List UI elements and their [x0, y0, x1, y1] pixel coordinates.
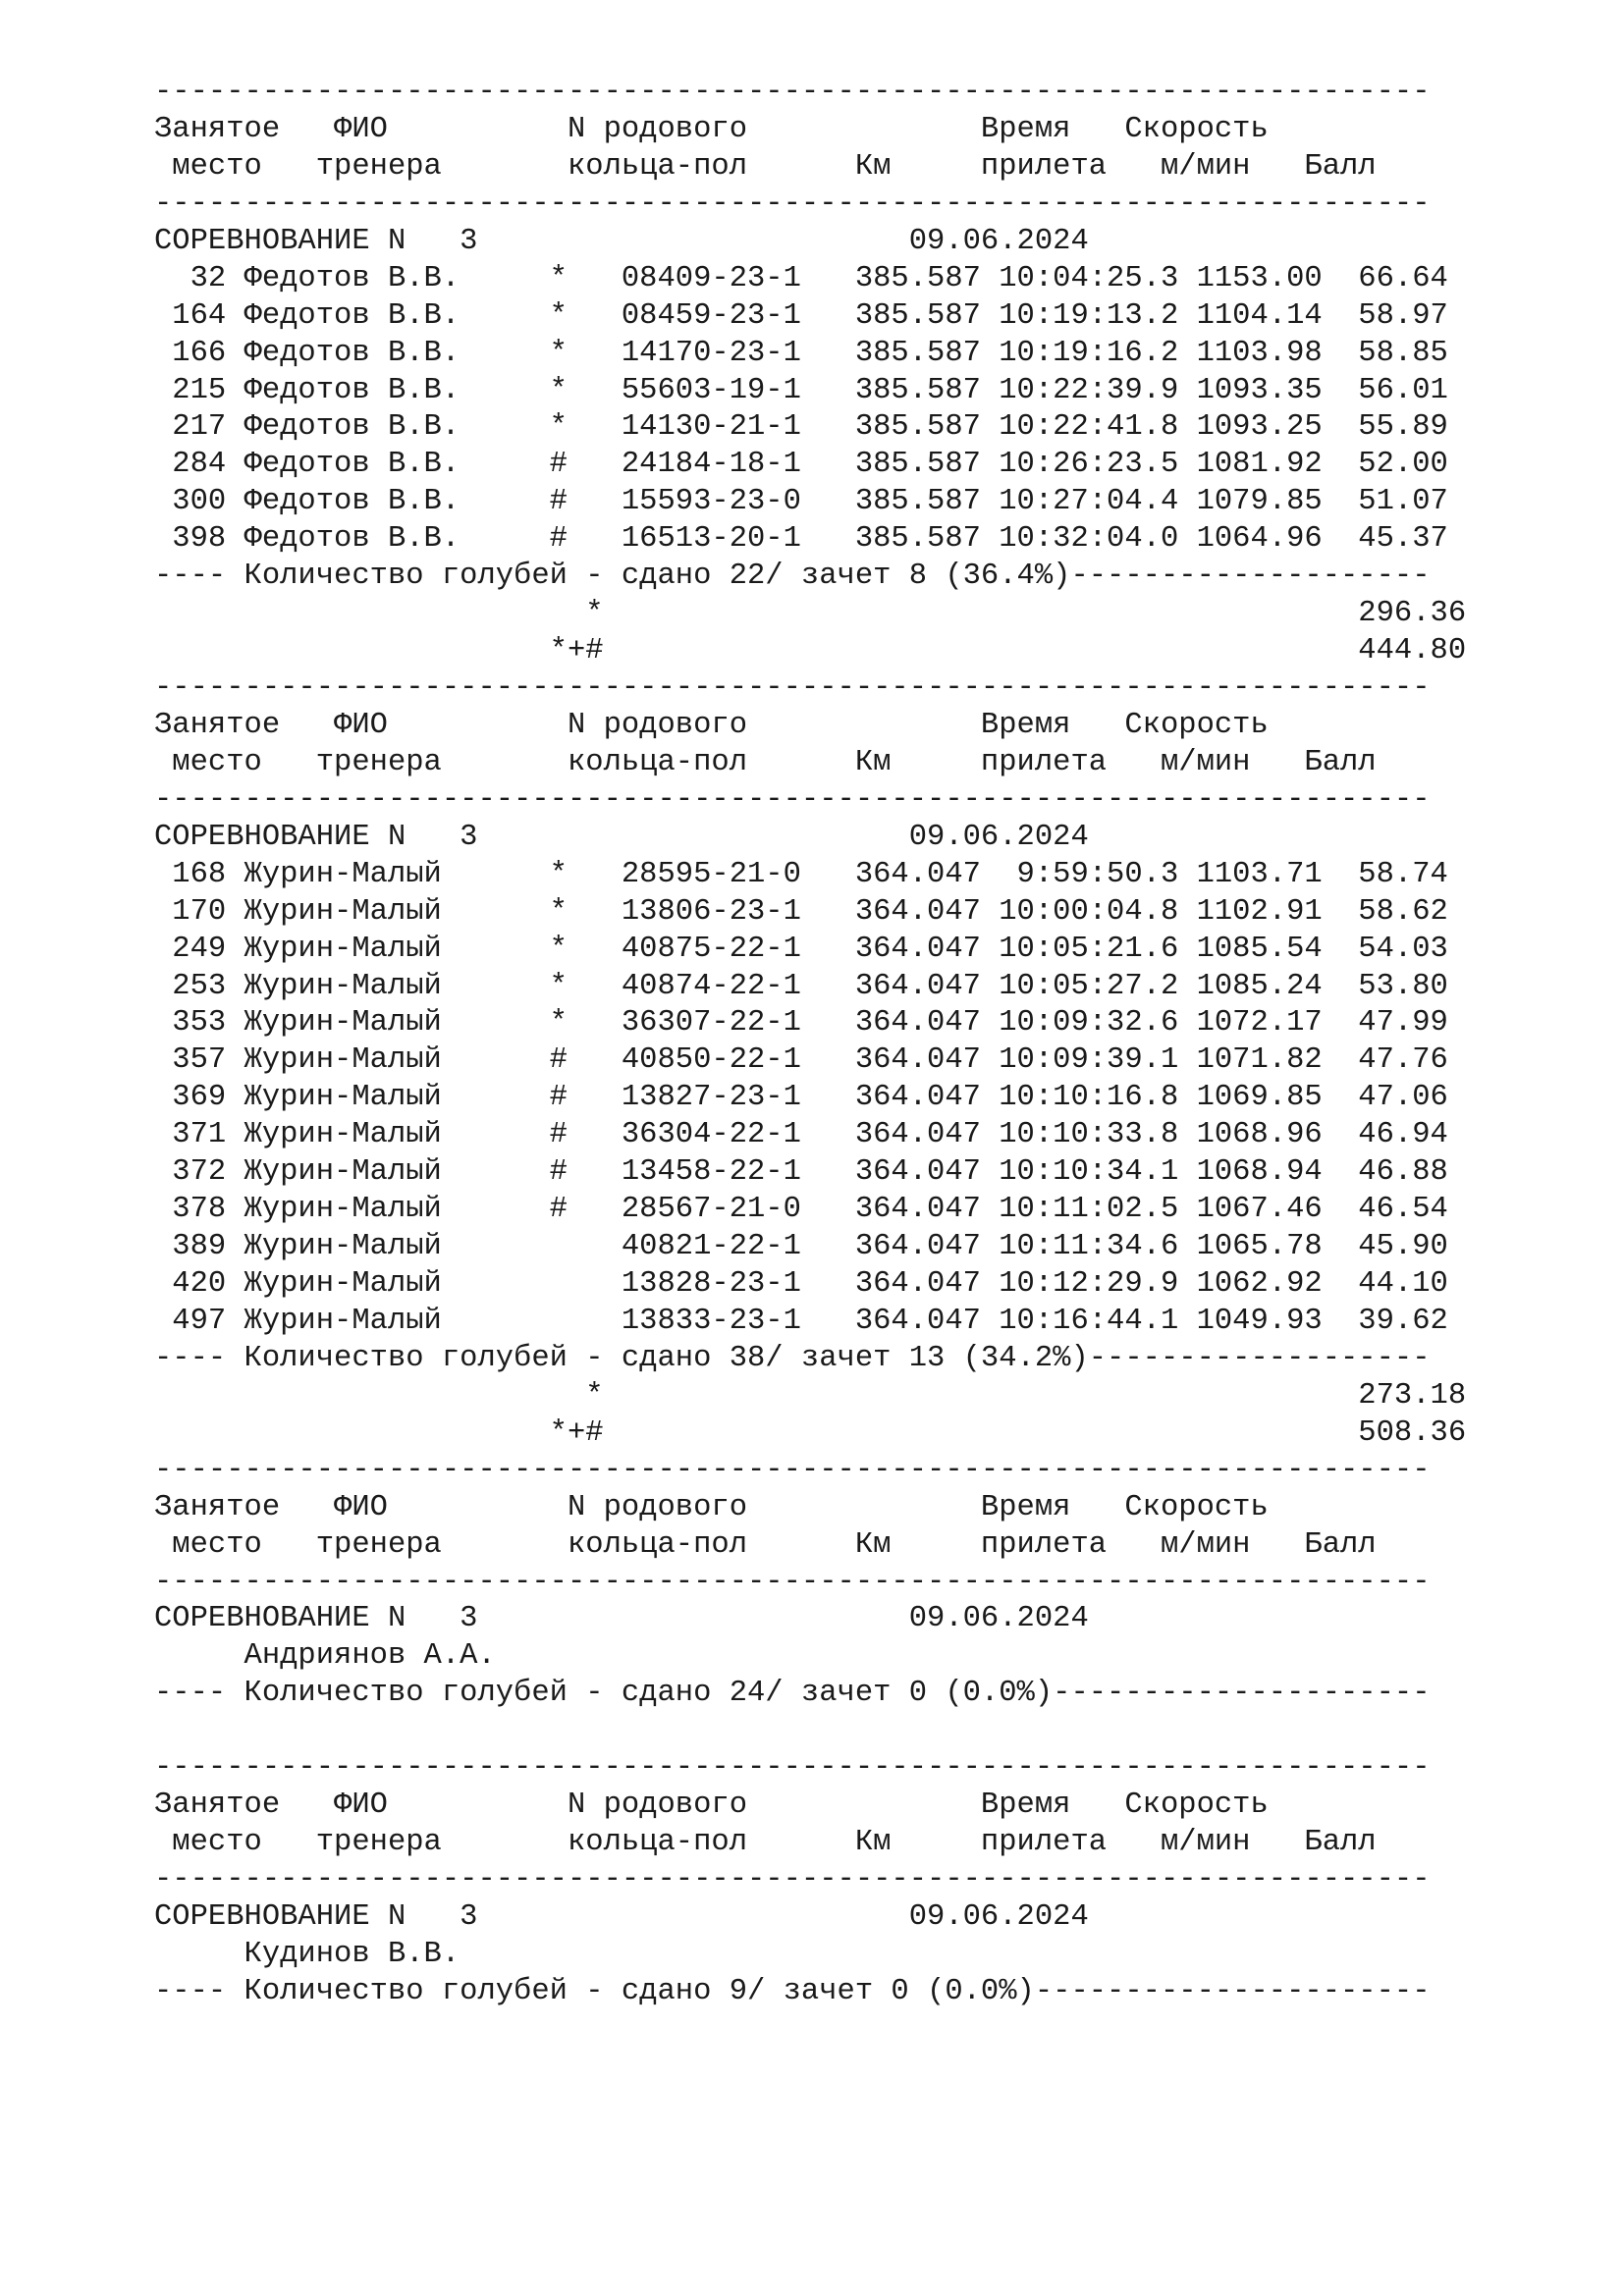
total-star: * 273.18: [154, 1378, 1467, 1413]
result-row: 168 Журин-Малый * 28595-21-0 364.047 9:59:50.3 1103.71 58.74: [154, 857, 1448, 891]
column-header-row-1: Занятое ФИО N родового Время Скорость: [154, 112, 1269, 146]
result-row: 389 Журин-Малый 40821-22-1 364.047 10:11:34.6 1065.78 45.90: [154, 1230, 1448, 1264]
column-header-row-2: место тренера кольца-пол Км прилета м/мин Балл: [154, 1826, 1377, 1860]
result-row: 369 Журин-Малый # 13827-23-1 364.047 10:10:16.8 1069.85 47.06: [154, 1081, 1448, 1115]
result-row: 353 Журин-Малый * 36307-22-1 364.047 10:09:32.6 1072.17 47.99: [154, 1006, 1448, 1041]
competition-title: СОРЕВНОВАНИЕ N 3 09.06.2024: [154, 224, 1089, 258]
column-header-row-2: место тренера кольца-пол Км прилета м/мин Балл: [154, 149, 1377, 184]
separator-line: -----------------------------------------------------------------------: [154, 1453, 1431, 1487]
separator-line: -----------------------------------------------------------------------: [154, 1863, 1431, 1896]
result-row: 371 Журин-Малый # 36304-22-1 364.047 10:10:33.8 1068.96 46.94: [154, 1118, 1448, 1152]
total-star: * 296.36: [154, 597, 1467, 631]
column-header-row-1: Занятое ФИО N родового Время Скорость: [154, 708, 1269, 742]
result-row: 253 Журин-Малый * 40874-22-1 364.047 10:05:27.2 1085.24 53.80: [154, 969, 1448, 1003]
competition-title: СОРЕВНОВАНИЕ N 3 09.06.2024: [154, 820, 1089, 854]
result-row: 166 Федотов В.В. * 14170-23-1 385.587 10:19:16.2 1103.98 58.85: [154, 336, 1448, 370]
competition-title: СОРЕВНОВАНИЕ N 3 09.06.2024: [154, 1602, 1089, 1636]
total-star-plus-hash: *+# 508.36: [154, 1415, 1467, 1450]
separator-line: -----------------------------------------------------------------------: [154, 76, 1431, 109]
result-row: 420 Журин-Малый 13828-23-1 364.047 10:12:29.9 1062.92 44.10: [154, 1267, 1448, 1301]
summary-line: ---- Количество голубей - сдано 24/ зачет 0 (0.0%)---------------------: [154, 1677, 1431, 1711]
summary-line: ---- Количество голубей - сдано 38/ зачет 13 (34.2%)-------------------: [154, 1341, 1431, 1375]
result-row: 357 Журин-Малый # 40850-22-1 364.047 10:09:39.1 1071.82 47.76: [154, 1043, 1448, 1078]
competition-title: СОРЕВНОВАНИЕ N 3 09.06.2024: [154, 1899, 1089, 1934]
column-header-row-1: Занятое ФИО N родового Время Скорость: [154, 1789, 1269, 1823]
result-row: 217 Федотов В.В. * 14130-21-1 385.587 10:22:41.8 1093.25 55.89: [154, 410, 1448, 445]
total-star-plus-hash: *+# 444.80: [154, 634, 1467, 668]
column-header-row-2: место тренера кольца-пол Км прилета м/мин Балл: [154, 745, 1377, 779]
result-row: 497 Журин-Малый 13833-23-1 364.047 10:16:44.1 1049.93 39.62: [154, 1304, 1448, 1338]
result-row: 284 Федотов В.В. # 24184-18-1 385.587 10:26:23.5 1081.92 52.00: [154, 448, 1448, 482]
result-row: 170 Журин-Малый * 13806-23-1 364.047 10:00:04.8 1102.91 58.62: [154, 894, 1448, 929]
result-row: 164 Федотов В.В. * 08459-23-1 385.587 10:19:13.2 1104.14 58.97: [154, 298, 1448, 333]
separator-line: -----------------------------------------------------------------------: [154, 782, 1431, 817]
column-header-row-1: Занятое ФИО N родового Время Скорость: [154, 1490, 1269, 1524]
separator-line: -----------------------------------------------------------------------: [154, 187, 1431, 221]
result-row: 249 Журин-Малый * 40875-22-1 364.047 10:05:21.6 1085.54 54.03: [154, 932, 1448, 966]
trainer-name: Кудинов В.В.: [154, 1937, 460, 1971]
separator-line: -----------------------------------------------------------------------: [154, 1565, 1431, 1599]
result-row: 32 Федотов В.В. * 08409-23-1 385.587 10:04:25.3 1153.00 66.64: [154, 261, 1448, 295]
summary-line: ---- Количество голубей - сдано 22/ зачет 8 (36.4%)--------------------: [154, 560, 1431, 594]
result-row: 398 Федотов В.В. # 16513-20-1 385.587 10:32:04.0 1064.96 45.37: [154, 522, 1448, 557]
blank-line: [154, 1713, 1578, 1750]
separator-line: -----------------------------------------------------------------------: [154, 1751, 1431, 1786]
column-header-row-2: место тренера кольца-пол Км прилета м/мин Балл: [154, 1527, 1377, 1562]
trainer-name: Андриянов А.А.: [154, 1639, 496, 1674]
summary-line: ---- Количество голубей - сдано 9/ зачет 0 (0.0%)----------------------: [154, 1974, 1431, 2008]
result-row: 215 Федотов В.В. * 55603-19-1 385.587 10:22:39.9 1093.35 56.01: [154, 373, 1448, 407]
result-row: 372 Журин-Малый # 13458-22-1 364.047 10:10:34.1 1068.94 46.88: [154, 1155, 1448, 1190]
result-row: 378 Журин-Малый # 28567-21-0 364.047 10:11:02.5 1067.46 46.54: [154, 1193, 1448, 1227]
results-report: [154, 75, 1578, 2011]
result-row: 300 Федотов В.В. # 15593-23-0 385.587 10:27:04.4 1079.85 51.07: [154, 485, 1448, 519]
separator-line: -----------------------------------------------------------------------: [154, 671, 1431, 705]
